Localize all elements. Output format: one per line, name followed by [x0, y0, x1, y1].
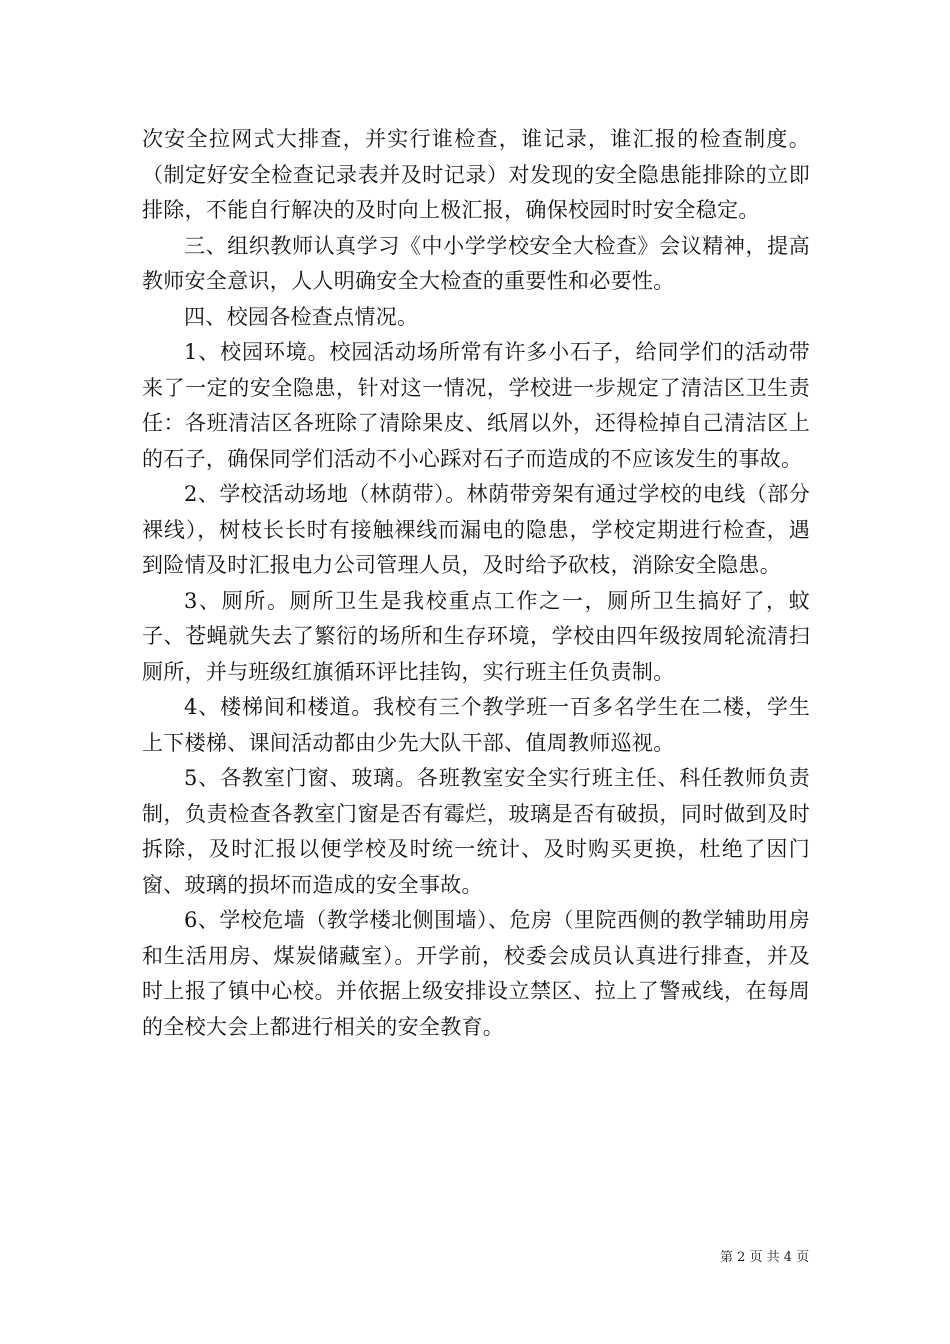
document-body — [142, 122, 810, 1045]
paragraph-3: 四、校园各检查点情况。 — [184, 304, 419, 329]
paragraph-8: 5、各教室门窗、玻璃。各班教室安全实行班主任、科任教师负责制，负责检查各教室门窗是否有霉烂，玻璃是否有破损，同时做到及时拆除，及时汇报以便学校及时统一统计、及时购买更换，杜绝了因门窗、玻璃的损坏而造成的安全事故。 — [142, 766, 810, 897]
paragraph-4: 1、校园环境。校园活动场所常有许多小石子，给同学们的活动带来了一定的安全隐患，针对这一情况，学校进一步规定了清洁区卫生责任：各班清洁区各班除了清除果皮、纸屑以外，还得检掉自己清洁区上的石子，确保同学们活动不小心踩对石子而造成的不应该发生的事故。 — [142, 340, 810, 471]
paragraph-5: 2、学校活动场地（林荫带）。林荫带旁架有通过学校的电线（部分裸线），树枝长长时有接触裸线而漏电的隐患，学校定期进行检查，遇到险情及时汇报电力公司管理人员，及时给予砍枝，消除安全隐患。 — [142, 482, 810, 577]
paragraph-7: 4、楼梯间和楼道。我校有三个教学班一百多名学生在二楼，学生上下楼梯、课间活动都由少先大队干部、值周教师巡视。 — [142, 695, 810, 755]
paragraph-1: 次安全拉网式大排查，并实行谁检查，谁记录，谁汇报的检查制度。（制定好安全检查记录表并及时记录）对发现的安全隐患能排除的立即排除，不能自行解决的及时向上极汇报，确保校园时时安全稳定。 — [142, 127, 810, 222]
paragraph-9: 6、学校危墙（教学楼北侧围墙）、危房（里院西侧的教学辅助用房和生活用房、煤炭储藏室）。开学前，校委会成员认真进行排查，并及时上报了镇中心校。并依据上级安排设立禁区、拉上了警戒线，在每周的全校大会上都进行相关的安全教育。 — [142, 908, 810, 1039]
paragraph-6: 3、厕所。厕所卫生是我校重点工作之一，厕所卫生搞好了，蚊子、苍蝇就失去了繁衍的场所和生存环境，学校由四年级按周轮流清扫厕所，并与班级红旗循环评比挂钩，实行班主任负责制。 — [142, 588, 810, 684]
paragraph-2: 三、组织教师认真学习《中小学学校安全大检查》会议精神，提高教师安全意识，人人明确安全大检查的重要性和必要性。 — [142, 233, 810, 293]
page-number: 第 2 页 共 4 页 — [720, 1250, 810, 1265]
